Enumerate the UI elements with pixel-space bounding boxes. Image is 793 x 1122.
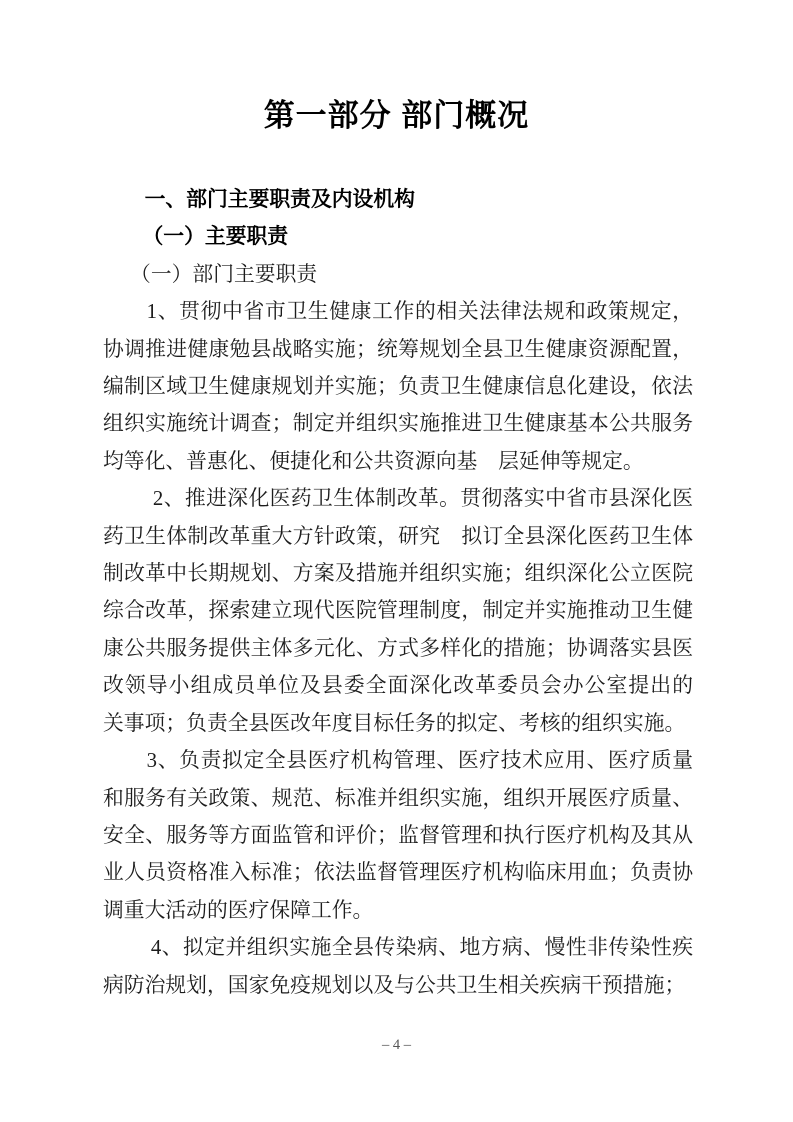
paragraph-line: 改领导小组成员单位及县委全面深化改革委员会办公室提出的 bbox=[103, 674, 693, 698]
paragraph-line: 2、推进深化医药卫生体制改革。贯彻落实中省市县深化医 bbox=[152, 487, 693, 511]
paragraph-line: 和服务有关政策、规范、标准并组织实施，组织开展医疗质量、 bbox=[103, 786, 693, 810]
paragraphs-container bbox=[103, 293, 693, 1004]
section-heading: 一、部门主要职责及内设机构 bbox=[144, 188, 415, 211]
paragraph-line: 4、拟定并组织实施全县传染病、地方病、慢性非传染性疾 bbox=[150, 936, 693, 960]
paragraph-line: 3、负责拟定全县医疗机构管理、医疗技术应用、医疗质量 bbox=[146, 749, 693, 773]
item-heading: （一）部门主要职责 bbox=[130, 262, 318, 286]
paragraph-line: 1、贯彻中省市卫生健康工作的相关法律法规和政策规定， bbox=[146, 300, 693, 324]
document-title: 第一部分 部门概况 bbox=[263, 98, 530, 133]
paragraph-line: 病防治规划，国家免疫规划以及与公共卫生相关疾病干预措施； bbox=[103, 973, 686, 997]
subsection-heading: （一）主要职责 bbox=[142, 225, 289, 249]
paragraph bbox=[103, 293, 693, 480]
paragraph-line: 协调推进健康勉县战略实施；统筹规划全县卫生健康资源配置， bbox=[103, 337, 693, 361]
page-number: – 4 – bbox=[382, 1037, 411, 1053]
paragraph-line: 安全、服务等方面监管和评价；监督管理和执行医疗机构及其从 bbox=[103, 823, 693, 847]
paragraph-line: 调重大活动的医疗保障工作。 bbox=[103, 898, 374, 922]
paragraph-line: 编制区域卫生健康规划并实施；负责卫生健康信息化建设，依法 bbox=[103, 375, 693, 399]
paragraph-line: 均等化、普惠化、便捷化和公共资源向基 层延伸等规定。 bbox=[103, 449, 644, 473]
paragraph bbox=[103, 929, 693, 1004]
paragraph-line: 康公共服务提供主体多元化、方式多样化的措施；协调落实县医 bbox=[103, 636, 693, 660]
paragraph bbox=[103, 742, 693, 929]
paragraph bbox=[103, 480, 693, 742]
document-body bbox=[103, 181, 693, 1004]
paragraph-line: 关事项；负责全县医改年度目标任务的拟定、考核的组织实施。 bbox=[103, 711, 686, 735]
paragraph-line: 制改革中长期规划、方案及措施并组织实施；组织深化公立医院 bbox=[103, 562, 693, 586]
paragraph-line: 业人员资格准入标准；依法监督管理医疗机构临床用血；负责协 bbox=[103, 861, 693, 885]
paragraph-line: 药卫生体制改革重大方针政策，研究 拟订全县深化医药卫生体 bbox=[103, 524, 693, 548]
paragraph-line: 综合改革，探索建立现代医院管理制度，制定并实施推动卫生健 bbox=[103, 599, 693, 623]
paragraph-line: 组织实施统计调查；制定并组织实施推进卫生健康基本公共服务 bbox=[103, 412, 693, 436]
